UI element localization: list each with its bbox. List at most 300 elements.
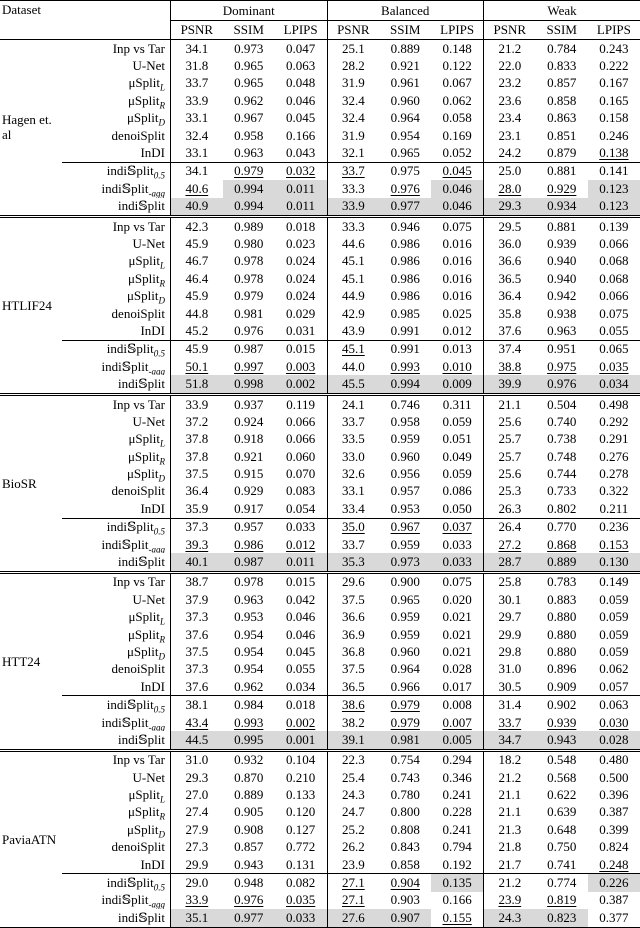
metric-value: 0.942	[547, 288, 577, 304]
metric-value: 0.123	[588, 198, 640, 217]
metric-value: 0.311	[431, 394, 483, 413]
dataset-name: Hagen et. al	[2, 112, 52, 143]
metric-value: 0.062	[599, 661, 629, 677]
metric-value: 0.122	[431, 57, 483, 74]
metric-value: 0.066	[599, 288, 629, 304]
metric-value: 0.377	[599, 909, 629, 925]
table-body	[0, 40, 640, 928]
metric-value: 29.3	[185, 769, 209, 785]
metric-value: 0.139	[588, 216, 640, 235]
metric-value: 35.9	[185, 500, 209, 516]
metric-value: 39.3	[185, 536, 209, 552]
metric-value: 0.012	[275, 536, 327, 553]
metric-value: 31.0	[498, 661, 522, 677]
metric-value: 32.1	[341, 145, 365, 161]
metric-value: 0.889	[390, 40, 420, 56]
metric-value: 0.957	[390, 483, 420, 499]
metric-value: 0.011	[275, 553, 327, 572]
table-row	[0, 661, 640, 678]
metric-value: 44.6	[341, 235, 365, 251]
metric-value: 23.4	[498, 110, 522, 126]
metric-value: 45.5	[327, 375, 379, 394]
metric-value: 24.3	[341, 787, 365, 803]
metric-value: 0.059	[599, 591, 629, 607]
metric-value: 0.738	[547, 431, 577, 447]
metric-value: 37.3	[171, 518, 223, 536]
metric-value: 30.5	[498, 678, 522, 694]
metric-value: 29.0	[171, 874, 223, 892]
metric-value: 0.977	[223, 909, 275, 927]
metric-value: 21.2	[483, 874, 535, 892]
method-label: U-Net	[62, 413, 170, 430]
metric-value: 0.387	[599, 804, 629, 820]
metric-value: 0.824	[599, 839, 629, 855]
metric-value: 0.943	[536, 731, 588, 750]
metric-value: 37.5	[185, 466, 209, 482]
metric-value: 0.868	[547, 536, 577, 552]
metric-value: 0.010	[431, 358, 483, 375]
table-row	[0, 180, 640, 197]
method-label: indi𝕊plit$_{0.5}$	[62, 340, 170, 358]
metric-value: 40.9	[171, 198, 223, 217]
metric-value: 28.7	[483, 553, 535, 572]
metric-value: 0.016	[431, 287, 483, 304]
metric-value: 0.940	[547, 253, 577, 269]
metric-value: 0.033	[275, 909, 327, 927]
metric-value: 0.976	[234, 322, 264, 338]
metric-value: 0.902	[536, 696, 588, 714]
metric-value: 37.8	[185, 448, 209, 464]
metric-value: 0.192	[431, 856, 483, 874]
metric-value: 45.9	[185, 235, 209, 251]
metric-value: 0.058	[431, 110, 483, 127]
metric-value: 0.959	[390, 626, 420, 642]
metric-value: 0.900	[379, 572, 431, 591]
metric-value: 24.1	[327, 394, 379, 413]
method-label: InDI	[62, 678, 170, 696]
metric-value: 37.5	[341, 661, 365, 677]
metric-value: 0.743	[390, 769, 420, 785]
metric-value: 33.9	[171, 394, 223, 413]
metric-value: 0.149	[588, 572, 640, 591]
metric-value: 0.622	[547, 787, 577, 803]
metric-value: 33.9	[185, 92, 209, 108]
metric-value: 35.1	[171, 909, 223, 927]
table-row	[0, 413, 640, 430]
group-header-dominant: Dominant	[171, 1, 328, 21]
metric-value: 31.0	[171, 750, 223, 769]
metric-value: 32.4	[341, 92, 365, 108]
metric-value: 0.965	[234, 75, 264, 91]
metric-value: 0.963	[547, 322, 577, 338]
table-row	[0, 591, 640, 608]
method-label: indi𝕊plit$_{-agg}$	[62, 536, 170, 553]
metric-value: 27.3	[185, 839, 209, 855]
metric-header-psnr: PSNR	[327, 21, 379, 40]
metric-value: 0.028	[588, 731, 640, 750]
metric-value: 0.889	[234, 787, 264, 803]
method-subscript: R	[159, 634, 165, 644]
method-subscript: L	[159, 438, 165, 448]
metric-value: 35.8	[498, 305, 522, 321]
metric-value: 0.966	[390, 678, 420, 694]
table-row	[0, 839, 640, 856]
metric-value: 21.1	[498, 804, 522, 820]
metric-value: 0.294	[431, 750, 483, 769]
metric-value: 27.1	[327, 874, 379, 892]
metric-value: 26.4	[483, 518, 535, 536]
metric-value: 28.2	[341, 58, 365, 74]
metric-value: 0.029	[275, 305, 327, 322]
metric-value: 38.1	[171, 696, 223, 714]
table-row	[0, 340, 640, 358]
metric-value: 0.980	[234, 235, 264, 251]
metric-value: 0.033	[431, 553, 483, 572]
metric-value: 0.954	[234, 643, 264, 659]
metric-value: 45.1	[327, 340, 379, 358]
metric-value: 33.7	[498, 714, 522, 730]
metric-value: 39.9	[483, 375, 535, 394]
metric-value: 0.241	[431, 821, 483, 838]
table-row	[0, 110, 640, 127]
metric-value: 0.879	[547, 145, 577, 161]
method-subscript: R	[159, 456, 165, 466]
metric-value: 0.138	[599, 145, 629, 161]
metric-value: 0.086	[431, 483, 483, 500]
metric-value: 33.7	[341, 413, 365, 429]
metric-value: 0.986	[234, 536, 264, 552]
dataset-column-header: Dataset	[0, 1, 171, 40]
metric-value: 0.784	[547, 40, 577, 56]
metric-value: 0.800	[390, 804, 420, 820]
method-subscript: L	[159, 794, 165, 804]
metric-value: 18.2	[483, 750, 535, 769]
method-label: U-Net	[62, 591, 170, 608]
metric-value: 0.964	[390, 110, 420, 126]
metric-value: 0.046	[275, 626, 327, 643]
table-row	[0, 394, 640, 413]
metric-value: 22.3	[327, 750, 379, 769]
metric-value: 0.943	[234, 856, 264, 872]
metric-value: 0.979	[234, 288, 264, 304]
metric-value: 37.3	[185, 661, 209, 677]
metric-value: 0.166	[275, 127, 327, 144]
metric-value: 0.985	[390, 305, 420, 321]
metric-value: 0.063	[275, 57, 327, 74]
metric-value: 33.3	[327, 216, 379, 235]
metric-value: 0.991	[379, 340, 431, 358]
metric-value: 0.962	[234, 678, 264, 694]
metric-value: 25.7	[498, 448, 522, 464]
metric-value: 27.4	[185, 804, 209, 820]
metric-value: 29.9	[185, 856, 209, 872]
metric-value: 33.7	[327, 162, 379, 180]
metric-value: 0.075	[431, 572, 483, 591]
table-row	[0, 750, 640, 769]
metric-value: 37.3	[185, 609, 209, 625]
table-row	[0, 253, 640, 270]
metric-value: 0.067	[431, 75, 483, 92]
metric-value: 36.6	[341, 609, 365, 625]
metric-value: 0.166	[431, 892, 483, 909]
method-subscript: 0.5	[153, 348, 165, 359]
metric-value: 0.008	[431, 696, 483, 714]
metric-value: 0.062	[431, 92, 483, 109]
metric-value: 32.4	[185, 127, 209, 143]
metric-value: 35.0	[327, 518, 379, 536]
metric-value: 0.033	[431, 536, 483, 553]
metric-value: 0.960	[390, 643, 420, 659]
method-label: Inp vs Tar	[62, 40, 170, 58]
metric-value: 0.075	[599, 305, 629, 321]
method-label: μSplit$_R$	[62, 92, 170, 109]
table-row	[0, 500, 640, 518]
metric-value: 0.965	[234, 58, 264, 74]
method-label: μSplit$_R$	[62, 270, 170, 287]
table-row	[0, 75, 640, 92]
metric-value: 0.962	[234, 92, 264, 108]
metric-value: 0.994	[223, 198, 275, 217]
metric-value: 33.5	[341, 431, 365, 447]
metric-value: 0.905	[234, 804, 264, 820]
metric-value: 0.236	[588, 518, 640, 536]
metric-value: 0.915	[234, 466, 264, 482]
metric-value: 0.946	[379, 216, 431, 235]
metric-value: 0.823	[536, 909, 588, 927]
metric-value: 0.917	[234, 500, 264, 516]
metric-value: 0.148	[431, 40, 483, 58]
metric-value: 21.1	[483, 394, 535, 413]
metric-header-ssim: SSIM	[536, 21, 588, 40]
metric-value: 45.9	[171, 340, 223, 358]
metric-value: 0.975	[379, 162, 431, 180]
metric-value: 38.8	[498, 358, 522, 374]
metric-value: 34.7	[483, 731, 535, 750]
method-label: μSplit$_L$	[62, 431, 170, 448]
metric-value: 0.939	[547, 235, 577, 251]
metric-value: 23.2	[498, 75, 522, 91]
metric-value: 21.3	[498, 821, 522, 837]
metric-header-lpips: LPIPS	[275, 21, 327, 40]
metric-value: 0.986	[390, 270, 420, 286]
metric-value: 0.046	[431, 180, 483, 197]
metric-value: 0.843	[390, 839, 420, 855]
table-row	[0, 678, 640, 696]
table-row	[0, 626, 640, 643]
method-label: μSplit$_D$	[62, 110, 170, 127]
metric-value: 0.048	[275, 75, 327, 92]
metric-value: 30.1	[498, 591, 522, 607]
metric-value: 23.1	[498, 127, 522, 143]
metric-value: 0.005	[431, 731, 483, 750]
metric-value: 0.989	[223, 216, 275, 235]
metric-value: 34.1	[185, 40, 209, 56]
method-label: indi𝕊plit$_{0.5}$	[62, 518, 170, 536]
metric-value: 0.976	[234, 892, 264, 908]
metric-value: 21.1	[498, 787, 522, 803]
metric-value: 0.387	[599, 892, 629, 908]
table-row	[0, 609, 640, 626]
method-label: μSplit$_D$	[62, 465, 170, 482]
metric-value: 43.9	[341, 322, 365, 338]
metric-value: 0.226	[588, 874, 640, 892]
metric-value: 0.055	[275, 661, 327, 678]
table-row	[0, 216, 640, 235]
group-header-weak: Weak	[483, 1, 640, 21]
metric-value: 0.740	[547, 413, 577, 429]
metric-value: 50.1	[185, 358, 209, 374]
metric-value: 0.500	[599, 769, 629, 785]
table-row	[0, 804, 640, 821]
table-row	[0, 856, 640, 874]
method-label: Inp vs Tar	[62, 216, 170, 235]
metric-value: 45.1	[341, 253, 365, 269]
method-label: indi𝕊plit$_{0.5}$	[62, 874, 170, 892]
metric-value: 0.066	[599, 235, 629, 251]
table-row	[0, 162, 640, 180]
metric-value: 0.934	[536, 198, 588, 217]
metric-value: 0.991	[390, 322, 420, 338]
metric-value: 0.002	[275, 714, 327, 731]
metric-value: 0.011	[275, 180, 327, 197]
method-subscript: -agg	[148, 544, 165, 554]
metric-value: 0.981	[234, 305, 264, 321]
metric-value: 0.059	[431, 465, 483, 482]
metric-value: 39.1	[327, 731, 379, 750]
metric-value: 51.8	[171, 375, 223, 394]
metric-value: 0.066	[275, 431, 327, 448]
metric-value: 0.024	[275, 287, 327, 304]
metric-value: 0.733	[547, 483, 577, 499]
metric-value: 0.033	[275, 518, 327, 536]
metric-value: 0.548	[536, 750, 588, 769]
metric-value: 44.0	[341, 358, 365, 374]
metric-value: 0.863	[547, 110, 577, 126]
metric-value: 0.131	[275, 856, 327, 874]
metric-value: 0.059	[599, 626, 629, 642]
metric-value: 0.987	[223, 340, 275, 358]
metric-value: 25.8	[483, 572, 535, 591]
metric-value: 0.241	[431, 786, 483, 803]
metric-value: 23.9	[498, 892, 522, 908]
metric-value: 0.082	[275, 874, 327, 892]
metric-value: 0.480	[588, 750, 640, 769]
metric-value: 0.979	[390, 714, 420, 730]
metric-value: 0.883	[547, 591, 577, 607]
metric-value: 22.0	[498, 58, 522, 74]
metric-value: 0.034	[275, 678, 327, 696]
metric-value: 0.016	[431, 235, 483, 252]
metric-value: 0.123	[588, 180, 640, 197]
metric-value: 31.8	[185, 58, 209, 74]
metric-value: 36.6	[498, 253, 522, 269]
metric-value: 0.210	[275, 769, 327, 786]
metric-value: 0.929	[234, 483, 264, 499]
metric-value: 0.059	[431, 413, 483, 430]
metric-value: 0.003	[275, 358, 327, 375]
metric-value: 0.066	[275, 413, 327, 430]
metric-value: 0.015	[275, 572, 327, 591]
metric-value: 0.016	[431, 270, 483, 287]
metric-value: 24.7	[341, 804, 365, 820]
metric-value: 0.021	[431, 626, 483, 643]
method-label: μSplit$_L$	[62, 786, 170, 803]
metric-value: 0.291	[599, 431, 629, 447]
metric-value: 0.046	[431, 198, 483, 217]
method-subscript: D	[158, 295, 165, 305]
method-label: μSplit$_L$	[62, 253, 170, 270]
metric-value: 0.880	[547, 643, 577, 659]
table-row	[0, 731, 640, 750]
metric-header-lpips: LPIPS	[431, 21, 483, 40]
metric-value: 0.858	[390, 856, 420, 872]
metric-value: 0.165	[599, 92, 629, 108]
method-label: InDI	[62, 322, 170, 340]
metric-value: 0.959	[390, 431, 420, 447]
metric-value: 0.979	[379, 696, 431, 714]
metric-value: 33.9	[327, 198, 379, 217]
table-row	[0, 305, 640, 322]
metric-value: 0.938	[547, 305, 577, 321]
method-subscript: L	[159, 616, 165, 626]
metric-value: 0.023	[275, 235, 327, 252]
metric-value: 25.0	[483, 162, 535, 180]
method-subscript: L	[159, 260, 165, 271]
metric-value: 0.963	[234, 145, 264, 161]
metric-value: 0.880	[547, 626, 577, 642]
metric-value: 0.939	[547, 714, 577, 730]
metric-value: 0.977	[379, 198, 431, 217]
metric-value: 0.954	[390, 127, 420, 143]
metric-value: 36.4	[185, 483, 209, 499]
metric-value: 0.976	[536, 375, 588, 394]
metric-value: 0.045	[275, 110, 327, 127]
metric-value: 0.346	[431, 769, 483, 786]
metric-value: 0.975	[547, 358, 577, 374]
method-label: Inp vs Tar	[62, 750, 170, 769]
metric-value: 0.984	[223, 696, 275, 714]
metric-value: 36.5	[341, 678, 365, 694]
metric-value: 0.967	[234, 110, 264, 126]
method-label: InDI	[62, 500, 170, 518]
metric-value: 40.6	[185, 180, 209, 196]
metric-value: 0.924	[234, 413, 264, 429]
metric-value: 0.881	[536, 162, 588, 180]
metric-value: 0.228	[431, 804, 483, 821]
metric-value: 0.083	[275, 483, 327, 500]
metric-value: 25.2	[341, 821, 365, 837]
method-label: μSplit$_D$	[62, 821, 170, 838]
metric-value: 21.8	[498, 839, 522, 855]
metric-value: 0.741	[547, 856, 577, 872]
metric-value: 0.986	[390, 253, 420, 269]
metric-value: 37.5	[185, 643, 209, 659]
metric-value: 0.932	[223, 750, 275, 769]
metric-value: 0.060	[275, 448, 327, 465]
method-label: denoiSplit	[62, 839, 170, 856]
metric-value: 21.2	[498, 769, 522, 785]
method-label: μSplit$_R$	[62, 804, 170, 821]
table-row	[0, 127, 640, 144]
method-label: Inp vs Tar	[62, 394, 170, 413]
dataset-name: HTT24	[0, 572, 62, 750]
method-subscript: -agg	[148, 900, 165, 910]
table-row	[0, 643, 640, 660]
metric-value: 21.2	[498, 40, 522, 56]
metric-value: 33.7	[341, 536, 365, 552]
method-label: denoiSplit	[62, 483, 170, 500]
metric-value: 24.3	[483, 909, 535, 927]
